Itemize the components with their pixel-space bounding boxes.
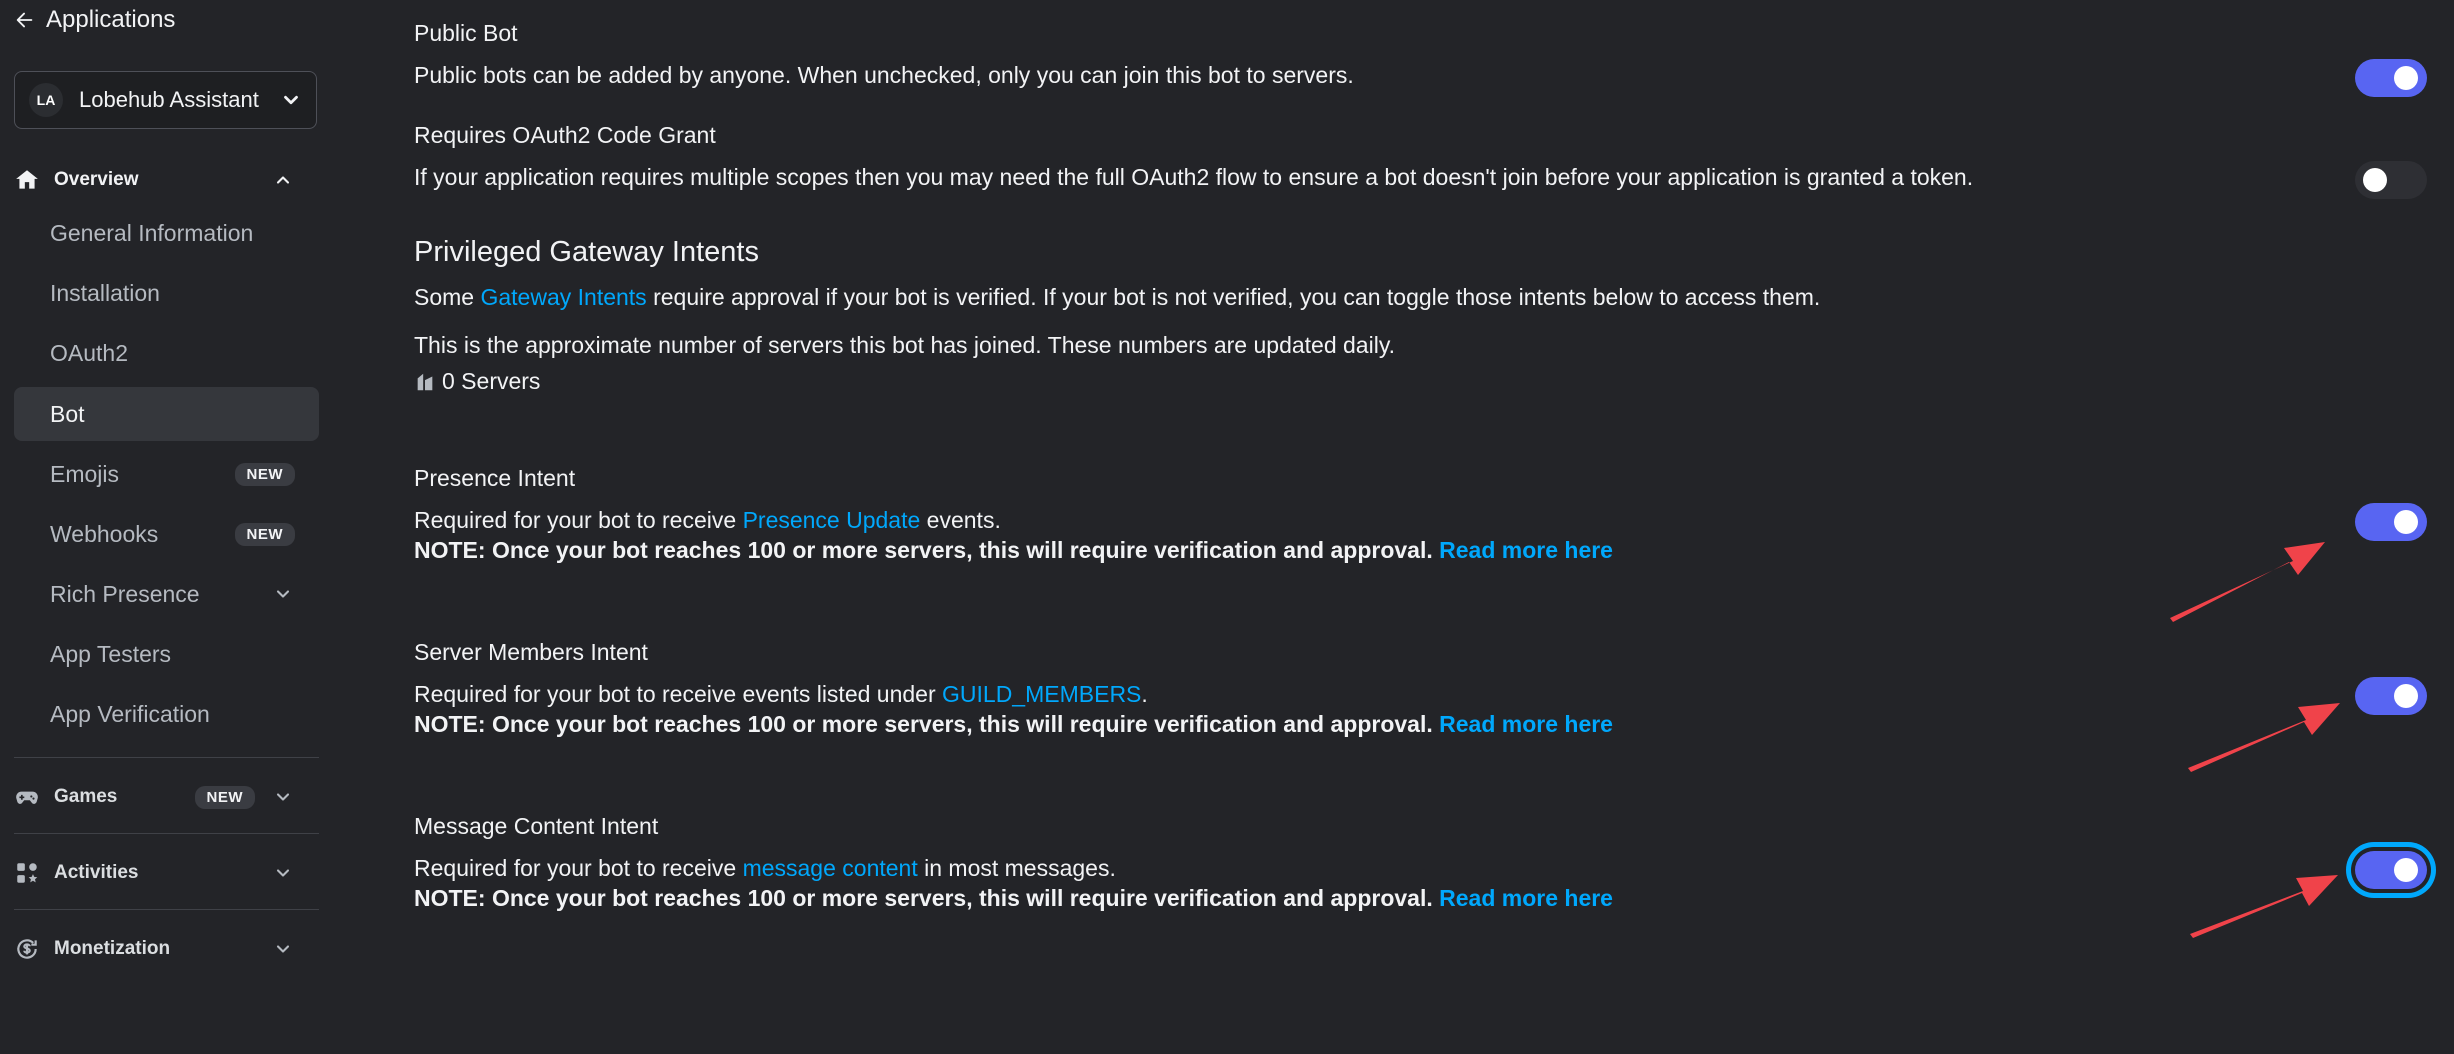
sidebar-item-label: Webhooks (50, 520, 159, 547)
bot-settings-content (414, 0, 2454, 1054)
chevron-down-icon (273, 939, 293, 959)
app-name: Lobehub Assistant (79, 87, 259, 112)
app-avatar: LA (29, 83, 63, 117)
sidebar-divider (14, 757, 319, 758)
toggle-knob (2394, 66, 2418, 90)
desc-text: in most messages. (917, 855, 1116, 881)
sidebar-divider (14, 909, 319, 910)
oauth2-code-grant-title: Requires OAuth2 Code Grant (414, 122, 716, 148)
nav-section-label: Games (54, 786, 118, 807)
nav-section-label: Monetization (54, 938, 171, 959)
message-content-intent-title: Message Content Intent (414, 813, 659, 839)
nav-section-games[interactable] (14, 775, 317, 819)
desc-text: events. (920, 507, 1001, 533)
sidebar-item-bot[interactable] (14, 387, 319, 441)
back-to-applications-link[interactable] (14, 6, 175, 34)
sidebar-item-app-testers[interactable] (14, 627, 319, 681)
new-badge: NEW (195, 786, 256, 809)
chevron-down-icon (280, 89, 302, 111)
read-more-link[interactable]: Read more here (1439, 885, 1613, 911)
oauth2-code-grant-description: If your application requires multiple scopes then you may need the full OAuth2 flow to ensure a bot doesn't join before your application is granted a token. (414, 164, 1974, 190)
desc-text: Required for your bot to receive events listed under (414, 681, 943, 707)
sidebar-item-webhooks[interactable] (14, 507, 319, 561)
presence-intent-title: Presence Intent (414, 465, 576, 491)
sidebar-item-label: Bot (50, 400, 85, 427)
sidebar-item-rich-presence[interactable] (14, 567, 319, 621)
server-members-intent-title: Server Members Intent (414, 639, 648, 665)
servers-icon (414, 371, 436, 393)
sidebar-item-label: Emojis (50, 460, 120, 487)
desc-text: Required for your bot to receive (414, 855, 743, 881)
message-content-link[interactable]: message content (742, 855, 918, 881)
nav-section-monetization[interactable] (14, 927, 317, 971)
note-text: NOTE: Once your bot reaches 100 or more servers, this will require verification and approval. (414, 711, 1433, 737)
toggle-knob (2363, 168, 2387, 192)
privileged-intents-heading: Privileged Gateway Intents (414, 236, 759, 268)
sidebar-divider (14, 833, 319, 834)
chevron-up-icon (273, 170, 293, 190)
monetization-icon (14, 936, 40, 962)
new-badge: NEW (235, 463, 296, 486)
chevron-down-icon (273, 787, 293, 807)
application-selector[interactable] (14, 71, 317, 129)
sidebar-item-label: OAuth2 (50, 339, 128, 366)
nav-section-activities[interactable] (14, 851, 317, 895)
read-more-link[interactable]: Read more here (1439, 711, 1613, 737)
presence-intent-description (414, 507, 1001, 534)
sidebar-item-general-information[interactable] (14, 206, 319, 260)
sidebar-item-oauth2[interactable] (14, 326, 319, 380)
public-bot-description: Public bots can be added by anyone. When unchecked, only you can join this bot to servers. (414, 62, 1354, 88)
desc-text: Required for your bot to receive (414, 507, 743, 533)
nav-section-label: Activities (54, 862, 139, 883)
toggle-knob (2394, 510, 2418, 534)
server-members-intent-toggle[interactable] (2355, 677, 2427, 715)
arrow-left-icon (14, 9, 36, 31)
sidebar-item-label: App Testers (50, 640, 172, 667)
read-more-link[interactable]: Read more here (1439, 537, 1613, 563)
sidebar-item-label: Installation (50, 279, 160, 306)
toggle-knob (2394, 684, 2418, 708)
public-bot-title: Public Bot (414, 20, 518, 46)
server-members-intent-description (414, 681, 1148, 708)
activities-icon (14, 860, 40, 886)
chevron-down-icon (273, 584, 293, 604)
gateway-intents-link[interactable]: Gateway Intents (480, 284, 647, 310)
guild-members-link[interactable]: GUILD_MEMBERS (942, 681, 1142, 707)
servers-count-label: 0 Servers (442, 368, 541, 394)
servers-note: This is the approximate number of servers this bot has joined. These numbers are updated daily. (414, 332, 1396, 358)
nav-section-overview[interactable] (14, 158, 317, 202)
public-bot-toggle[interactable] (2355, 59, 2427, 97)
presence-intent-toggle[interactable] (2355, 503, 2427, 541)
back-link-label: Applications (46, 6, 176, 33)
oauth2-code-grant-toggle[interactable] (2355, 161, 2427, 199)
sidebar-item-label: General Information (50, 219, 254, 246)
new-badge: NEW (235, 523, 296, 546)
message-content-intent-description (414, 855, 1116, 882)
privileged-intents-intro (414, 284, 1820, 311)
intro-text: require approval if your bot is verified. If your bot is not verified, you can toggle those intents below to access them. (646, 284, 1821, 310)
servers-count (414, 368, 540, 395)
presence-intent-note (414, 537, 1613, 564)
home-icon (14, 167, 40, 193)
sidebar-item-label: Rich Presence (50, 580, 200, 607)
intro-text: Some (414, 284, 481, 310)
toggle-knob (2394, 858, 2418, 882)
sidebar-item-emojis[interactable] (14, 447, 319, 501)
presence-update-link[interactable]: Presence Update (742, 507, 921, 533)
chevron-down-icon (273, 863, 293, 883)
message-content-intent-toggle[interactable] (2355, 851, 2427, 889)
note-text: NOTE: Once your bot reaches 100 or more servers, this will require verification and approval. (414, 885, 1433, 911)
gamepad-icon (14, 784, 40, 810)
desc-text: . (1141, 681, 1148, 707)
message-content-intent-note (414, 885, 1613, 912)
sidebar-item-installation[interactable] (14, 266, 319, 320)
sidebar-item-label: App Verification (50, 700, 210, 727)
sidebar (0, 0, 330, 1054)
sidebar-item-app-verification[interactable] (14, 687, 319, 741)
nav-section-label: Overview (54, 169, 139, 190)
server-members-intent-note (414, 711, 1613, 738)
note-text: NOTE: Once your bot reaches 100 or more servers, this will require verification and approval. (414, 537, 1433, 563)
